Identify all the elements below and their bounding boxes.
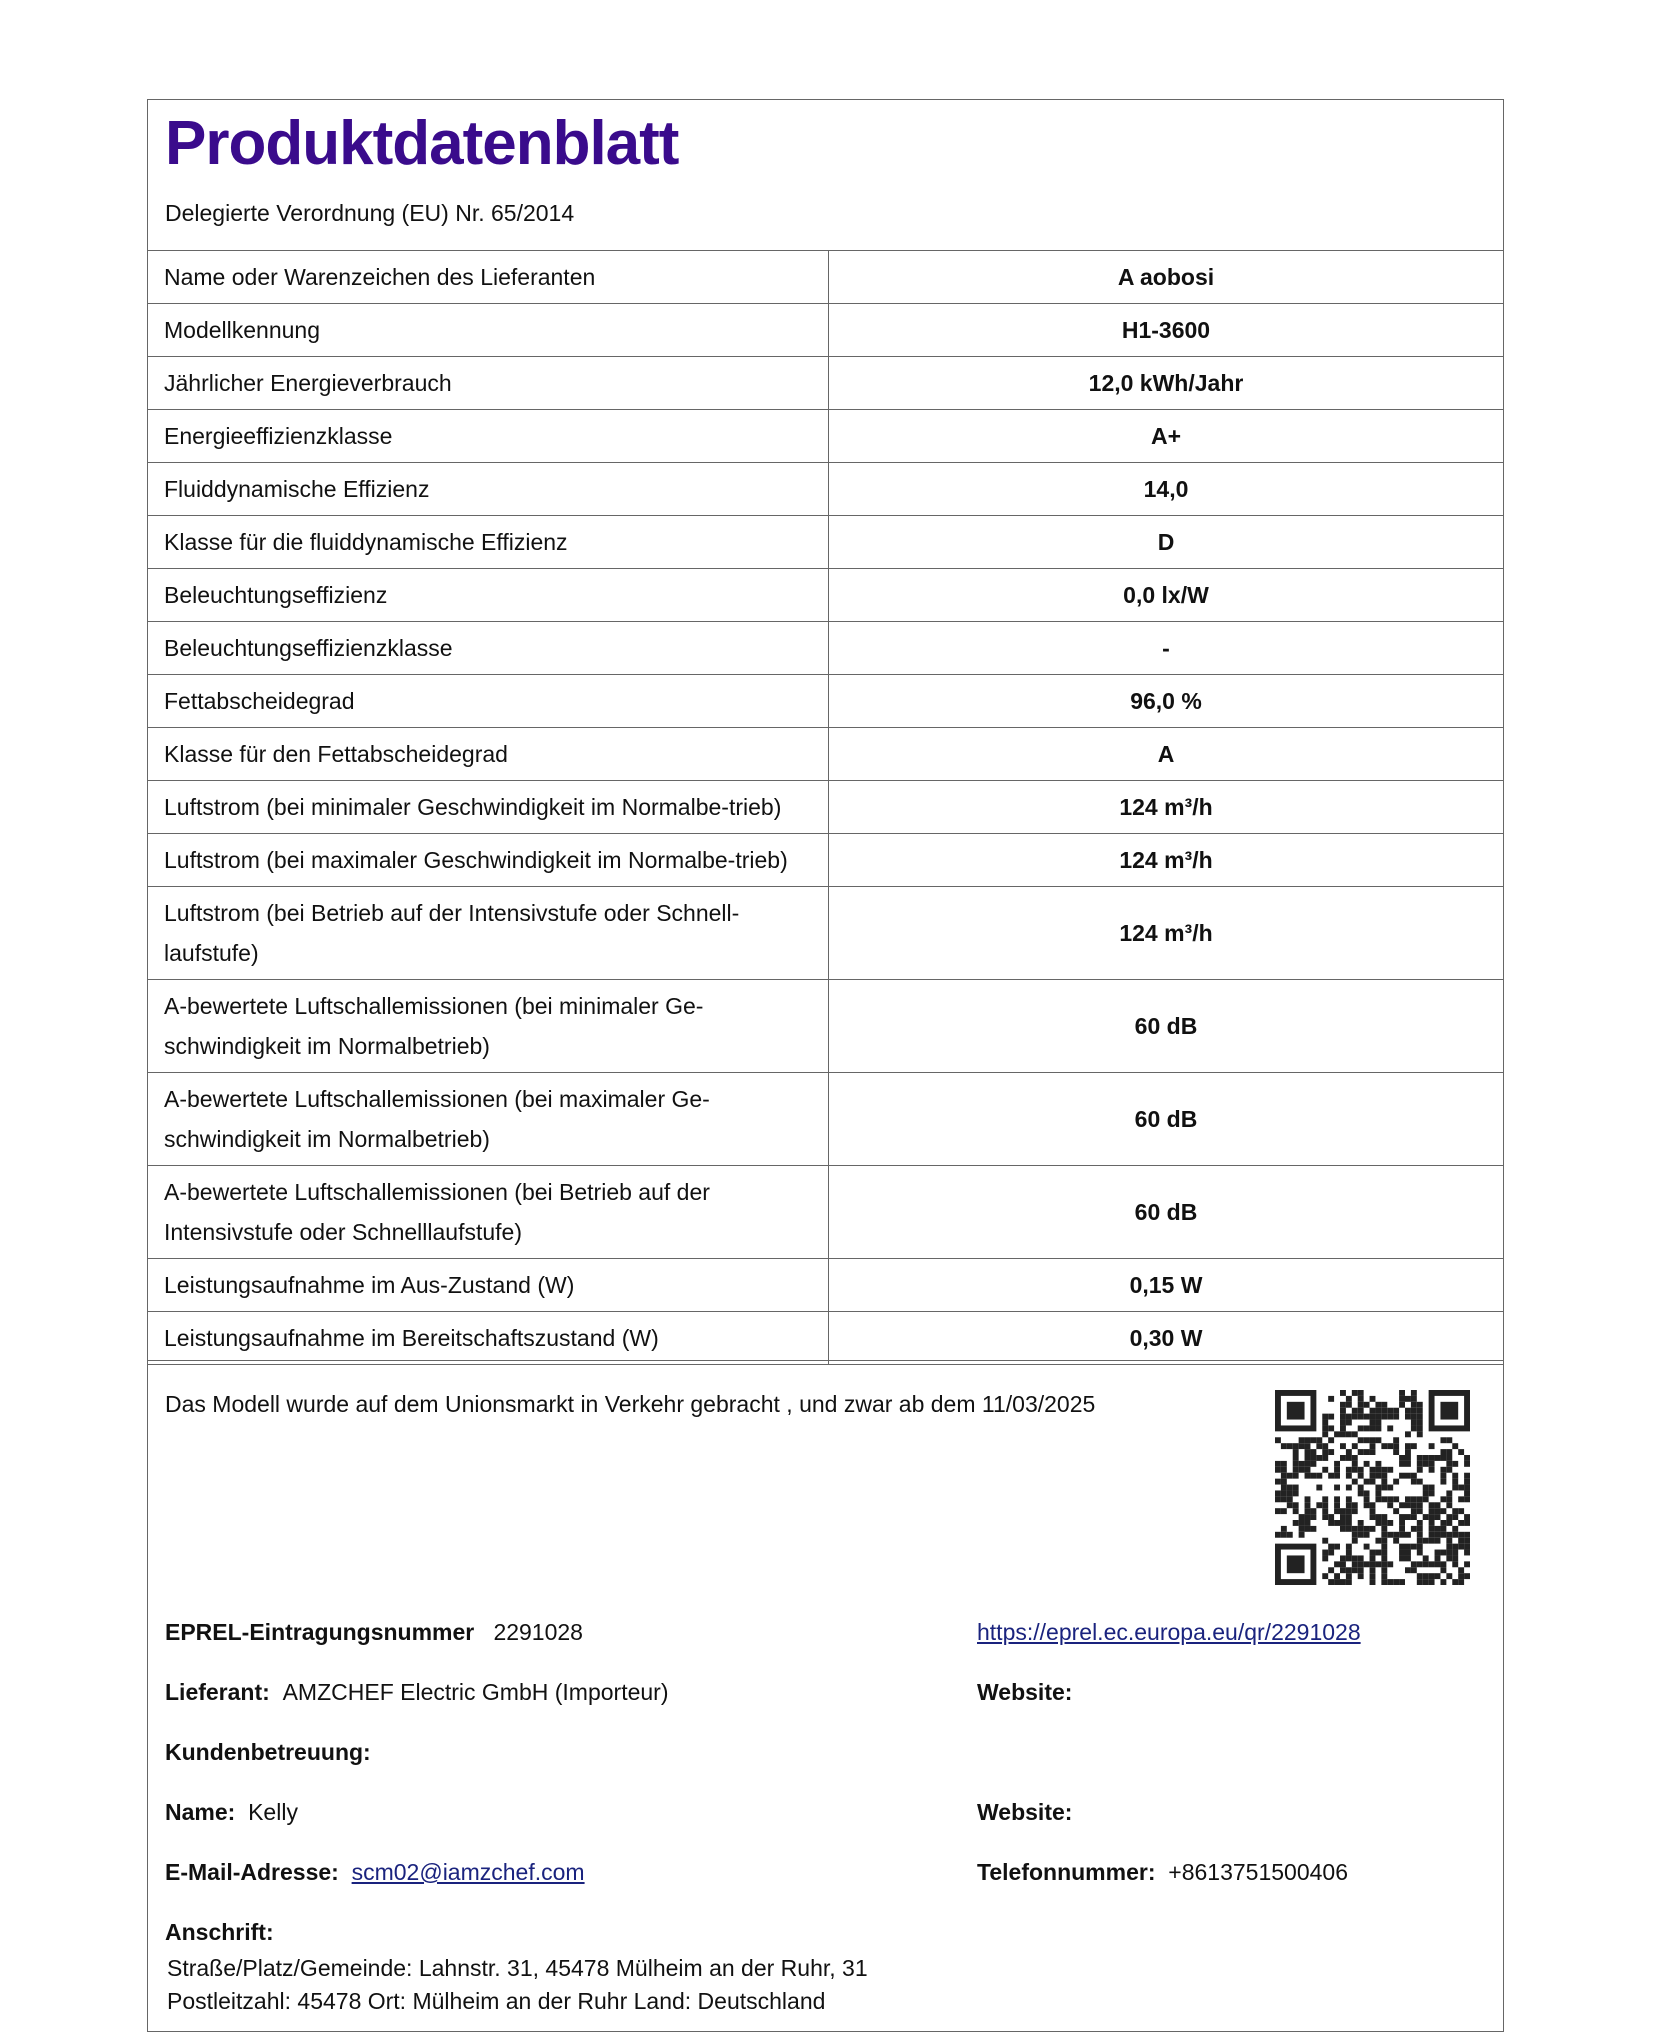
row-label: Beleuchtungseffizienzklasse [148,622,829,675]
support-label: Kundenbetreuung: [165,1739,371,1765]
email-link[interactable]: scm02@iamzchef.com [351,1859,585,1885]
row-value: 124 m³/h [829,887,1504,980]
eprel-value: 2291028 [493,1619,583,1645]
row-label: Leistungsaufnahme im Bereitschaftszustand (W) [148,1312,829,1365]
market-text: Das Modell wurde auf dem Unionsmarkt in Verkehr gebracht , und zwar ab dem 11/03/2025 [165,1391,1096,1417]
qr-code-icon[interactable] [1275,1390,1470,1585]
row-label: Leistungsaufnahme im Aus-Zustand (W) [148,1259,829,1312]
table-row [148,1166,1504,1259]
table-row [148,834,1504,887]
row-value: 0,0 lx/W [829,569,1504,622]
row-label: Klasse für die fluiddynamische Effizienz [148,516,829,569]
row-label: A-bewertete Luftschallemissionen (bei maximaler Ge-schwindigkeit im Normalbetrieb) [148,1073,829,1166]
table-row [148,251,1504,304]
row-label: Modellkennung [148,304,829,357]
header-box [147,99,1504,251]
row-label: A-bewertete Luftschallemissionen (bei Betrieb auf der Intensivstufe oder Schnelllaufstufe) [148,1166,829,1259]
table-row [148,622,1504,675]
product-data-table [147,250,1504,1365]
supplier-value: AMZCHEF Electric GmbH (Importeur) [282,1679,669,1705]
row-value: 124 m³/h [829,834,1504,887]
table-row [148,569,1504,622]
table-row [148,516,1504,569]
email-label: E-Mail-Adresse: [165,1859,339,1885]
row-value: 60 dB [829,1166,1504,1259]
table-row [148,410,1504,463]
table-row [148,304,1504,357]
name-value: Kelly [248,1799,298,1825]
eprel-label: EPREL-Eintragungsnummer [165,1619,475,1645]
website-label-support: Website: [977,1799,1073,1825]
row-value: 124 m³/h [829,781,1504,834]
row-value: D [829,516,1504,569]
row-label: Luftstrom (bei Betrieb auf der Intensivstufe oder Schnell-laufstufe) [148,887,829,980]
table-row [148,357,1504,410]
row-value: - [829,622,1504,675]
row-label: Fettabscheidegrad [148,675,829,728]
phone-value: +8613751500406 [1168,1859,1348,1885]
row-value: A aobosi [829,251,1504,304]
table-row [148,980,1504,1073]
row-label: Fluiddynamische Effizienz [148,463,829,516]
table-row [148,1073,1504,1166]
website-label: Website: [977,1679,1073,1705]
table-row [148,728,1504,781]
row-value: 12,0 kWh/Jahr [829,357,1504,410]
row-label: Klasse für den Fettabscheidegrad [148,728,829,781]
address-label: Anschrift: [165,1919,274,1945]
row-value: 60 dB [829,1073,1504,1166]
row-label: Beleuchtungseffizienz [148,569,829,622]
supplier-label: Lieferant: [165,1679,270,1705]
table-row [148,781,1504,834]
row-label: Jährlicher Energieverbrauch [148,357,829,410]
row-value: 0,30 W [829,1312,1504,1365]
row-label: Energieeffizienzklasse [148,410,829,463]
footer-box [147,1360,1504,2032]
address-line-1: Straße/Platz/Gemeinde: Lahnstr. 31, 45478 Mülheim an der Ruhr, 31 [167,1955,868,1981]
row-label: Luftstrom (bei maximaler Geschwindigkeit im Normalbe-trieb) [148,834,829,887]
row-value: 14,0 [829,463,1504,516]
table-row [148,1259,1504,1312]
row-label: A-bewertete Luftschallemissionen (bei minimaler Ge-schwindigkeit im Normalbetrieb) [148,980,829,1073]
name-label: Name: [165,1799,236,1825]
table-row [148,887,1504,980]
phone-label: Telefonnummer: [977,1859,1156,1885]
row-value: 96,0 % [829,675,1504,728]
row-value: 0,15 W [829,1259,1504,1312]
row-value: H1-3600 [829,304,1504,357]
row-label: Name oder Warenzeichen des Lieferanten [148,251,829,304]
regulation-subtitle: Delegierte Verordnung (EU) Nr. 65/2014 [165,200,575,226]
eprel-link[interactable]: https://eprel.ec.europa.eu/qr/2291028 [977,1619,1361,1645]
row-value: A [829,728,1504,781]
address-line-2: Postleitzahl: 45478 Ort: Mülheim an der Ruhr Land: Deutschland [167,1988,826,2014]
row-label: Luftstrom (bei minimaler Geschwindigkeit im Normalbe-trieb) [148,781,829,834]
page-title: Produktdatenblatt [165,109,679,178]
row-value: 60 dB [829,980,1504,1073]
table-row [148,1312,1504,1365]
table-row [148,675,1504,728]
row-value: A+ [829,410,1504,463]
table-row [148,463,1504,516]
